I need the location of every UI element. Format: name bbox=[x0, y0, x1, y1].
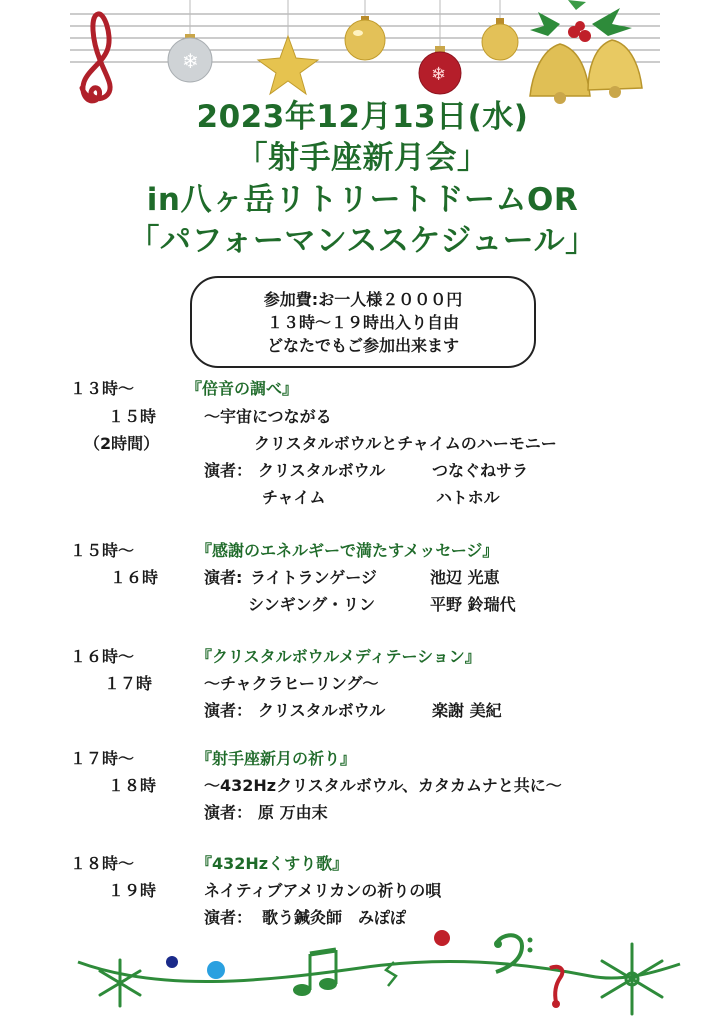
performer-name: 池辺 光恵 bbox=[430, 568, 500, 587]
performer-instrument: クリスタルボウル bbox=[258, 701, 386, 720]
end-time: １８時 bbox=[108, 776, 157, 795]
dot-icon bbox=[207, 961, 225, 979]
snowflake-icon bbox=[100, 960, 140, 1006]
program-subtitle: 〜宇宙につながる bbox=[204, 407, 332, 426]
performers-label: 演者： bbox=[204, 803, 253, 822]
event-date: 2023年12月13日(水) bbox=[196, 99, 529, 135]
program-title: 『クリスタルボウルメディテーション』 bbox=[196, 647, 481, 666]
program-subtitle: 〜432Hzクリスタルボウル、カタカムナと共に〜 bbox=[204, 776, 562, 795]
svg-text:❄: ❄ bbox=[431, 64, 447, 85]
program-subtitle: 〜チャクラヒーリング〜 bbox=[204, 674, 379, 693]
program-description: クリスタルボウルとチャイムのハーモニー bbox=[254, 434, 557, 453]
performer-instrument: シンギング・リン bbox=[248, 595, 376, 614]
start-time: １３時〜 bbox=[70, 379, 135, 398]
performer-name: 平野 鈴瑞代 bbox=[430, 595, 516, 614]
duration-note: （2時間） bbox=[84, 434, 160, 453]
fee-text: 参加費:お一人様２０００円 bbox=[263, 290, 463, 309]
ornament-icon bbox=[482, 0, 518, 60]
welcome-text: どなたでもご参加出来ます bbox=[266, 336, 459, 355]
end-time: １９時 bbox=[108, 881, 157, 900]
performer-name: 原 万由末 bbox=[258, 803, 328, 822]
end-time: １７時 bbox=[104, 674, 153, 693]
dot-icon bbox=[166, 956, 178, 968]
hours-text: １３時〜１９時出入り自由 bbox=[266, 313, 459, 332]
music-note-icon bbox=[550, 967, 562, 1008]
start-time: １７時〜 bbox=[70, 749, 135, 768]
performers-label: 演者： bbox=[204, 701, 253, 720]
bottom-decoration bbox=[0, 910, 725, 1024]
performer-name: ハトホル bbox=[436, 488, 500, 507]
performer-instrument: ライトランゲージ bbox=[250, 568, 377, 587]
performers-label: 演者： bbox=[204, 461, 253, 480]
program-title: 『432Hzくすり歌』 bbox=[196, 854, 349, 873]
program-title: 『感謝のエネルギーで満たすメッセージ』 bbox=[196, 541, 499, 560]
program-title: 『倍音の調べ』 bbox=[186, 379, 299, 398]
svg-text:❄: ❄ bbox=[182, 49, 199, 73]
start-time: １５時〜 bbox=[70, 541, 135, 560]
event-name: 「射手座新月会」 bbox=[236, 140, 489, 176]
start-time: １８時〜 bbox=[70, 854, 135, 873]
performer-name: つなぐねサラ bbox=[432, 461, 529, 480]
ornament-icon bbox=[168, 0, 212, 82]
end-time: １６時 bbox=[110, 568, 159, 587]
holly-icon bbox=[530, 0, 632, 42]
schedule-heading: 「パフォーマンススケジュール」 bbox=[128, 223, 597, 259]
start-time: １６時〜 bbox=[70, 647, 135, 666]
performer-name: 歌う鍼灸師 みぽぽ bbox=[262, 908, 407, 927]
dot-icon bbox=[434, 930, 450, 946]
end-time: １５時 bbox=[108, 407, 157, 426]
ornament-icon bbox=[345, 0, 385, 60]
treble-clef-icon bbox=[82, 14, 110, 101]
program-subtitle: ネイティブアメリカンの祈りの唄 bbox=[204, 881, 442, 900]
info-box bbox=[190, 276, 536, 368]
program-title: 『射手座新月の祈り』 bbox=[196, 749, 357, 768]
top-decoration bbox=[0, 0, 725, 110]
performer-instrument: チャイム bbox=[262, 488, 326, 507]
performers-label: 演者: bbox=[204, 568, 243, 587]
performers-label: 演者： bbox=[204, 908, 253, 927]
event-venue: in八ヶ岳リトリートドームOR bbox=[146, 182, 579, 218]
performer-name: 楽謝 美紀 bbox=[432, 701, 502, 720]
performer-instrument: クリスタルボウル bbox=[258, 461, 386, 480]
